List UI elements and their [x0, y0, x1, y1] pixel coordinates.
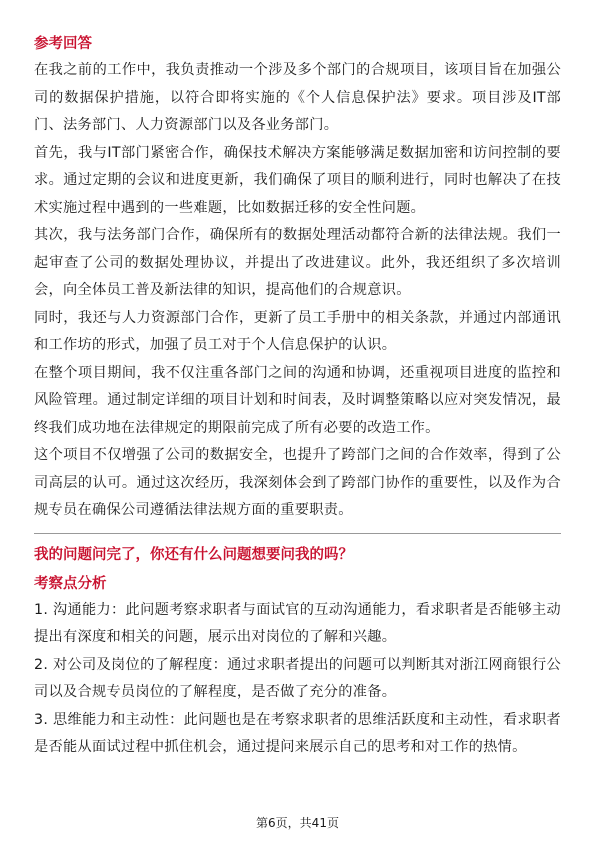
answer-paragraph-3: 其次，我与法务部门合作，确保所有的数据处理活动都符合新的法律法规。我们一起审查了公司的数据处理协议，并提出了改进建议。此外，我还组织了多次培训会，向全体员工普及新法律的知识，提高他们的合规意识。: [34, 227, 561, 298]
question-text: 我的问题问完了，你还有什么问题想要问我的吗？: [34, 546, 353, 563]
page-footer: 第6页，共41页: [256, 816, 339, 830]
answer-heading: 参考回答: [34, 36, 92, 52]
analysis-point-1: 1. 沟通能力：此问题考察求职者与面试官的互动沟通能力，看求职者是否能够主动提出有深度和相关的问题，展示出对岗位的了解和兴趣。: [34, 601, 561, 645]
section-divider: [34, 533, 561, 534]
analysis-point-2: 2. 对公司及岗位的了解程度：通过求职者提出的问题可以判断其对浙江网商银行公司以及合规专员岗位的了解程度，是否做了充分的准备。: [34, 656, 561, 700]
answer-paragraph-5: 在整个项目期间，我不仅注重各部门之间的沟通和协调，还重视项目进度的监控和风险管理。通过制定详细的项目计划和时间表，及时调整策略以应对突发情况，最终我们成功地在法律规定的期限前完成了所有必要的改造工作。: [34, 364, 561, 436]
analysis-heading: 考察点分析: [34, 575, 107, 592]
answer-paragraph-2: 首先，我与IT部门紧密合作，确保技术解决方案能够满足数据加密和访问控制的要求。通过定期的会议和进度更新，我们确保了项目的顺利进行，同时也解决了在技术实施过程中遇到的一些难题，比如数据迁移的安全性问题。: [34, 144, 561, 216]
page-content: [34, 34, 561, 762]
answer-paragraph-1: 在我之前的工作中，我负责推动一个涉及多个部门的合规项目，该项目旨在加强公司的数据保护措施，以符合即将实施的《个人信息保护法》要求。项目涉及IT部门、法务部门、人力资源部门以及各业务部门。: [34, 62, 561, 133]
answer-paragraph-4: 同时，我还与人力资源部门合作，更新了员工手册中的相关条款，并通过内部通讯和工作坊的形式，加强了员工对于个人信息保护的认识。: [34, 309, 561, 353]
answer-paragraph-6: 这个项目不仅增强了公司的数据安全，也提升了跨部门之间的合作效率，得到了公司高层的认可。通过这次经历，我深刻体会到了跨部门协作的重要性，以及作为合规专员在确保公司遵循法律法规方面的重要职责。: [34, 447, 561, 518]
analysis-point-3: 3. 思维能力和主动性：此问题也是在考察求职者的思维活跃度和主动性，看求职者是否能从面试过程中抓住机会，通过提问来展示自己的思考和对工作的热情。: [34, 711, 561, 755]
